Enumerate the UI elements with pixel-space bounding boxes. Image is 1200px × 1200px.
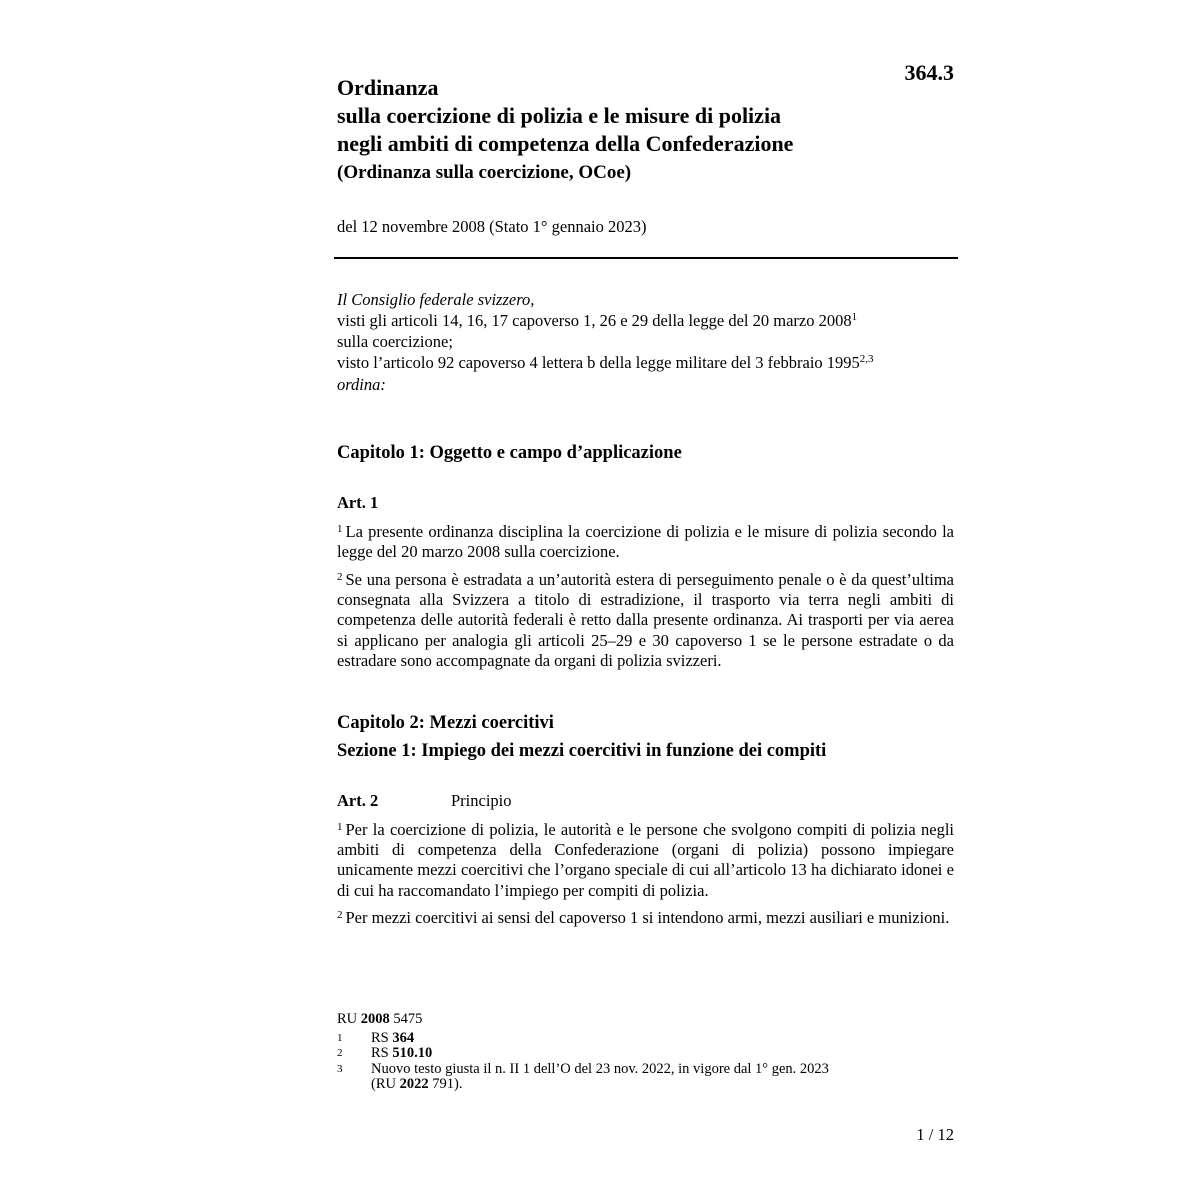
art-2-title: Principio (451, 791, 512, 810)
art-1-paragraph-2 (337, 570, 954, 671)
footnote-number: 1 (337, 1031, 343, 1044)
ru-year: 2008 (360, 1011, 390, 1027)
ru-prefix: RU (337, 1011, 358, 1027)
date-line: del 12 novembre 2008 (Stato 1° gennaio 2023) (337, 217, 647, 236)
preamble-basis-1 (337, 310, 954, 331)
chapter-2-heading: Capitolo 2: Mezzi coercitivi (337, 713, 554, 733)
ru-reference (337, 1012, 954, 1028)
footnote-3 (337, 1062, 954, 1093)
paragraph-text: Per mezzi coercitivi ai sensi del capoverso 1 si intendono armi, mezzi ausiliari e munizioni. (345, 908, 950, 927)
art-2-paragraph-2 (337, 908, 954, 928)
art-2-label: Art. 2 (337, 791, 379, 810)
footnote-ref-1[interactable]: 1 (851, 311, 858, 323)
preamble-basis-1-cont: sulla coercizione; (337, 332, 453, 351)
paragraph-text: Se una persona è estradata a un’autorità estera di perseguimento penale o è da quest’ultima consegnata alla Svizzera a titolo di estradizione, il trasporto via terra negli ambiti di competenza delle autorità federali è retto dalla presente ordinanza. Ai trasporti per via aerea si applicano per analogia gli articoli 25–29 e 30 capoverso 1 se le persone estradate o da estradare sono accompagnate da organi di polizia svizzeri. (337, 570, 954, 670)
preamble-authority: Il Consiglio federale svizzero, (337, 290, 535, 309)
paragraph-text: La presente ordinanza disciplina la coercizione di polizia e le misure di polizia secondo la legge del 20 marzo 2008 sulla coercizione. (337, 522, 954, 562)
section-1-heading: Sezione 1: Impiego dei mezzi coercitivi in funzione dei compiti (337, 741, 827, 761)
footnote-text[interactable] (371, 1046, 954, 1062)
document-title (337, 74, 954, 187)
paragraph-number: 2 (337, 909, 343, 921)
footnote-ref-2-3[interactable]: 2,3 (859, 353, 874, 365)
footnotes (337, 1012, 954, 1093)
paragraph-number: 1 (337, 523, 343, 535)
art-2-paragraph-1 (337, 820, 954, 901)
title-line-3: negli ambiti di competenza della Confederazione (337, 131, 794, 156)
chapter-1-heading: Capitolo 1: Oggetto e campo d’applicazione (337, 443, 682, 463)
preamble-basis-2-text: visto l’articolo 92 capoverso 4 lettera b della legge militare del 3 febbraio 1995 (337, 353, 860, 372)
footnote-cont-suffix: 791). (432, 1076, 463, 1092)
preamble-decree: ordina: (337, 375, 386, 394)
ru-page: 5475 (393, 1011, 423, 1027)
art-1-paragraph-1 (337, 522, 954, 562)
title-divider (334, 257, 958, 259)
paragraph-number: 2 (337, 571, 343, 583)
title-short: (Ordinanza sulla coercizione, OCoe) (337, 162, 632, 183)
art-1-heading (337, 493, 954, 513)
footnote-cont-bold: 2022 (399, 1076, 429, 1092)
footnote-prefix: RS (371, 1045, 389, 1061)
footnote-number: 3 (337, 1062, 343, 1075)
paragraph-text: Per la coercizione di polizia, le autorità e le persone che svolgono compiti di polizia negli ambiti di competenza della Confederazione (organi di polizia) possono impiegare unicamente mezzi coercitivi che l’organo speciale di cui all’articolo 13 ha dichiarato idonei e di cui ha raccomandato l’impiego per compiti di polizia. (337, 820, 954, 900)
footnote-text[interactable] (371, 1031, 954, 1047)
footnote-bold: 364 (392, 1029, 415, 1046)
footnote-cont-prefix: (RU (371, 1076, 396, 1092)
footnote-bold: 510.10 (392, 1045, 433, 1061)
footnote-number: 2 (337, 1047, 343, 1059)
rs-number: 364.3 (904, 60, 954, 85)
footnote-prefix: RS (371, 1029, 389, 1046)
footnote-2 (337, 1046, 954, 1062)
title-line-2: sulla coercizione di polizia e le misure di polizia (337, 103, 782, 128)
paragraph-number: 1 (337, 821, 343, 833)
footnote-text[interactable] (371, 1062, 954, 1093)
art-2-heading (337, 791, 954, 811)
footnote-body: Nuovo testo giusta il n. II 1 dell’O del 23 nov. 2022, in vigore dal 1° gen. 2023 (371, 1060, 829, 1077)
preamble-basis-1-text: visti gli articoli 14, 16, 17 capoverso 1, 26 e 29 della legge del 20 marzo 2008 (337, 311, 852, 330)
preamble-basis-2 (337, 352, 954, 373)
page-number: 1 / 12 (916, 1125, 954, 1144)
footnote-1 (337, 1031, 954, 1047)
title-line-1: Ordinanza (337, 75, 439, 100)
preamble (337, 289, 954, 395)
art-1-label: Art. 1 (337, 493, 379, 512)
